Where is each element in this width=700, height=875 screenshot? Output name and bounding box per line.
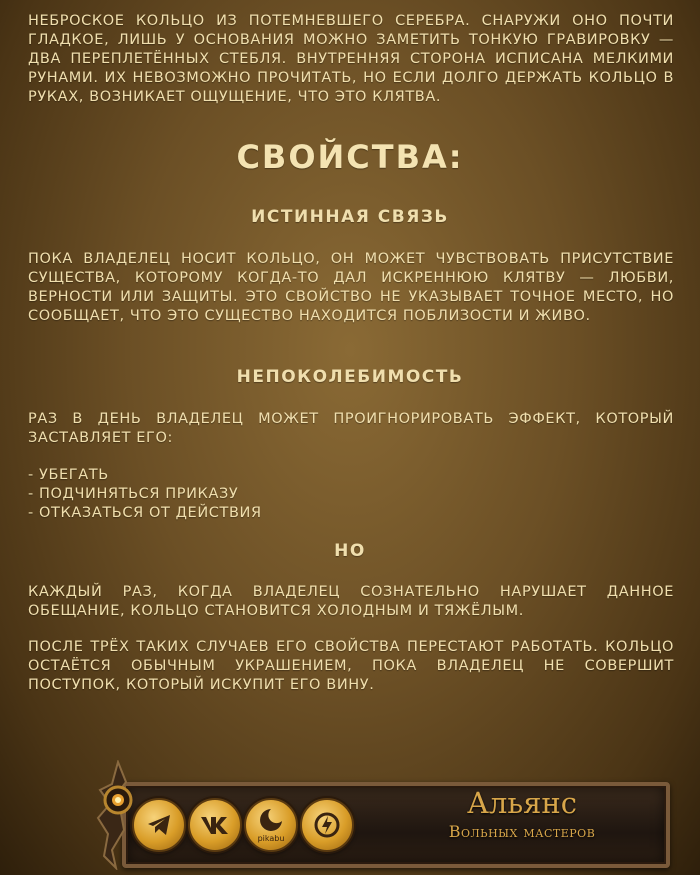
pikabu-button[interactable] [244, 798, 298, 852]
vk-icon [199, 814, 231, 836]
boosty-icon [312, 810, 342, 840]
list-item: - ОТКАЗАТЬСЯ ОТ ДЕЙСТВИЯ [28, 505, 262, 521]
vk-button[interactable] [188, 798, 242, 852]
boosty-button[interactable] [300, 798, 354, 852]
brand-title: Альянс [466, 786, 578, 820]
footer-banner [72, 760, 666, 870]
telegram-icon [144, 810, 174, 840]
section-text-but-1: КАЖДЫЙ РАЗ, КОГДА ВЛАДЕЛЕЦ СОЗНАТЕЛЬНО НАРУШАЕТ ДАННОЕ ОБЕЩАНИЕ, КОЛЬЦО СТАНОВИТСЯ ХОЛОДНЫМ И ТЯЖЁЛЫМ. [28, 584, 674, 619]
list-item: - ПОДЧИНЯТЬСЯ ПРИКАЗУ [28, 486, 239, 502]
effects-list [28, 466, 262, 523]
section-title-but: НО [334, 541, 366, 561]
pikabu-label: pikabu [257, 834, 285, 843]
section-title-true-bond: ИСТИННАЯ СВЯЗЬ [251, 207, 449, 227]
section-text-true-bond: ПОКА ВЛАДЕЛЕЦ НОСИТ КОЛЬЦО, ОН МОЖЕТ ЧУВСТВОВАТЬ ПРИСУТСТВИЕ СУЩЕСТВА, КОТОРОМУ КОГДА-ТО ДАЛ ИСКРЕННЮЮ КЛЯТВУ — ЛЮБВИ, ВЕРНОСТИ ИЛИ ЗАЩИТЫ. ЭТО СВОЙСТВО НЕ УКАЗЫВАЕТ ТОЧНОЕ МЕСТО, НО СООБЩАЕТ, ЧТО ЭТО СУЩЕСТВО НАХОДИТСЯ ПОБЛИЗОСТИ И ЖИВО. [28, 251, 674, 324]
section-text-steadfastness: РАЗ В ДЕНЬ ВЛАДЕЛЕЦ МОЖЕТ ПРОИГНОРИРОВАТЬ ЭФФЕКТ, КОТОРЫЙ ЗАСТАВЛЯЕТ ЕГО: [28, 411, 674, 446]
brand-subtitle: Вольных мастеров [448, 822, 596, 841]
section-text-but-2: ПОСЛЕ ТРЁХ ТАКИХ СЛУЧАЕВ ЕГО СВОЙСТВА ПЕРЕСТАЮТ РАБОТАТЬ. КОЛЬЦО ОСТАЁТСЯ ОБЫЧНЫМ УКРАШЕНИЕМ, ПОКА ВЛАДЕЛЕЦ НЕ СОВЕРШИТ ПОСТУПОК, КОТОРЫЙ ИСКУПИТ ЕГО ВИНУ. [28, 639, 674, 693]
intro-text: НЕБРОСКОЕ КОЛЬЦО ИЗ ПОТЕМНЕВШЕГО СЕРЕБРА. СНАРУЖИ ОНО ПОЧТИ ГЛАДКОЕ, ЛИШЬ У ОСНОВАНИЯ МОЖНО ЗАМЕТИТЬ ТОНКУЮ ГРАВИРОВКУ — ДВА ПЕРЕПЛЕТЁННЫХ СТЕБЛЯ. ВНУТРЕННЯЯ СТОРОНА ИСПИСАНА МЕЛКИМИ РУНАМИ. ИХ НЕВОЗМОЖНО ПРОЧИТАТЬ, НО ЕСЛИ ДОЛГО ДЕРЖАТЬ КОЛЬЦО В РУКАХ, ВОЗНИКАЕТ ОЩУЩЕНИЕ, ЧТО ЭТО КЛЯТВА. [28, 13, 674, 105]
properties-heading: СВОЙСТВА: [236, 138, 464, 176]
telegram-button[interactable] [132, 798, 186, 852]
pikabu-icon [256, 805, 286, 845]
list-item: - УБЕГАТЬ [28, 467, 109, 483]
section-title-steadfastness: НЕПОКОЛЕБИМОСТЬ [236, 367, 464, 387]
